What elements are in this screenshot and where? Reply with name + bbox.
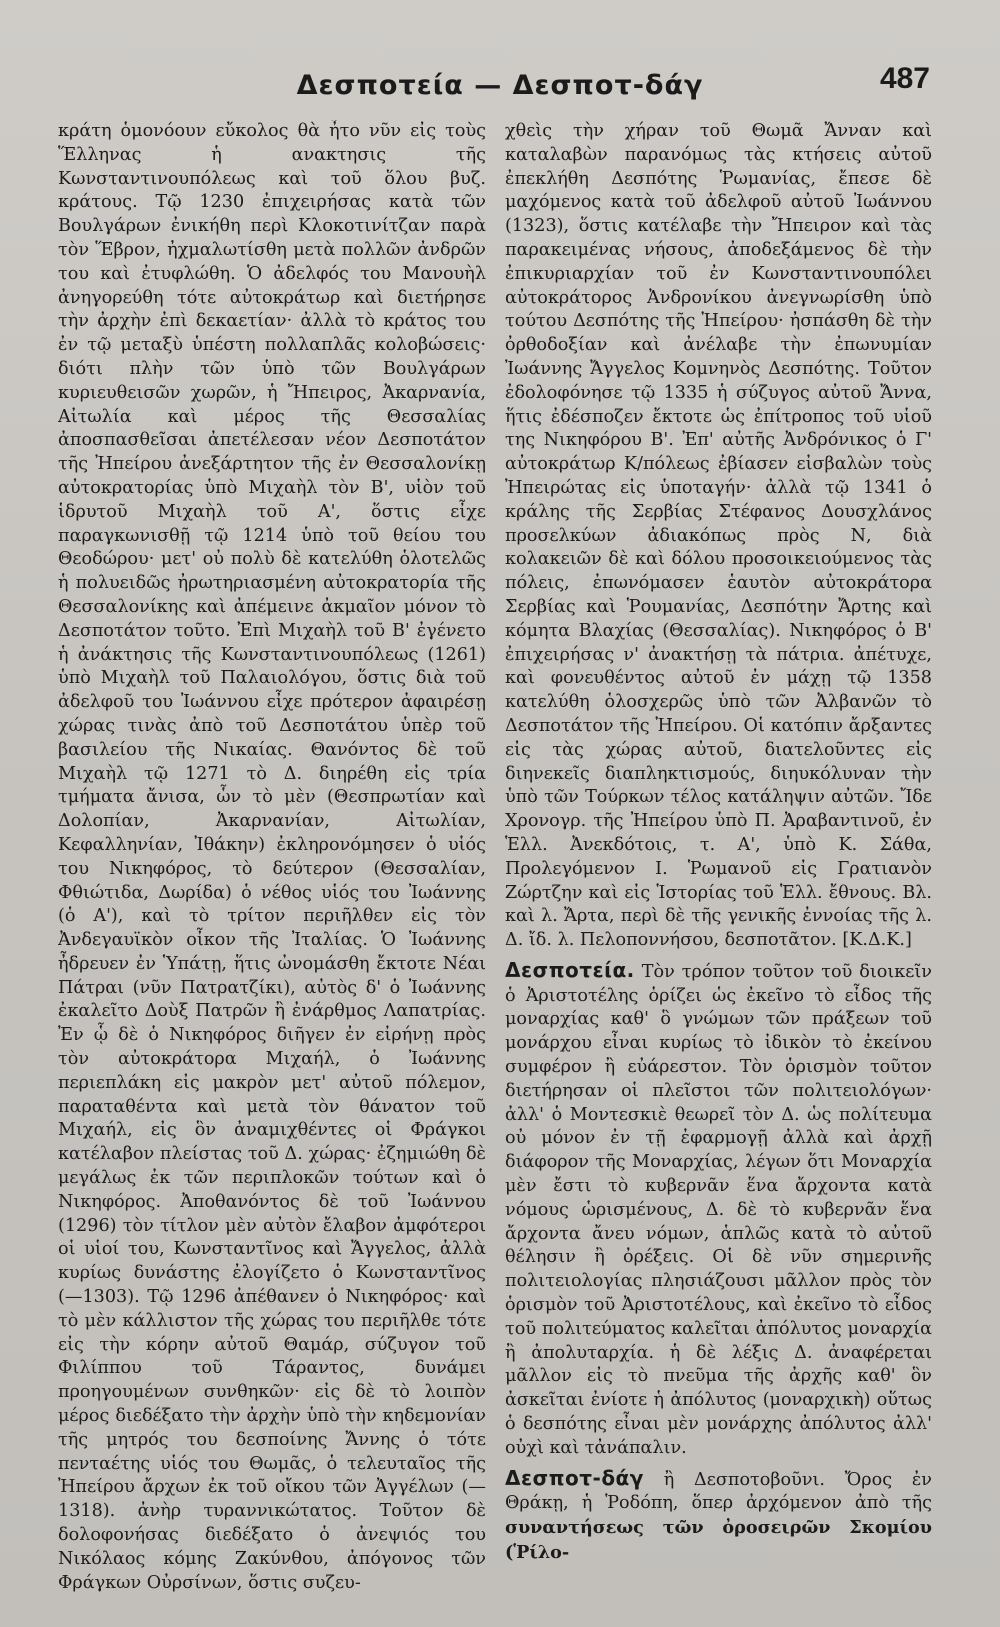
running-title: Δεσποτεία — Δεσποτ-δάγ xyxy=(296,70,704,101)
page-header xyxy=(0,62,1000,112)
entry-headword-despoteia: Δεσποτεία. xyxy=(505,957,635,982)
entry-text-despot-dag: ἢ Δεσποτοβοῦνι. Ὄρος ἐν Θράκῃ, ἡ Ῥοδόπη, ὅπερ ἀρχόμενον ἀπὸ τῆς xyxy=(505,1469,932,1514)
entry-bold-tail: συναντήσεως τῶν ὀροσειρῶν Σκομίου (Ῥίλο- xyxy=(505,1517,932,1564)
right-column xyxy=(505,120,932,1610)
left-column xyxy=(58,120,486,1610)
entry-despoteia xyxy=(505,959,932,1461)
page-number: 487 xyxy=(879,62,930,95)
entry-despot-dag xyxy=(505,1467,932,1566)
right-column-text: χθεὶς τὴν χήραν τοῦ Θωμᾶ Ἄνναν καὶ καταλαβὼν παρανόμως τὰς κτήσεις αὐτοῦ ἐπεκλήθη Δεσπότης Ῥωμανίας, ἔπεσε δὲ μαχόμενος κατὰ τοῦ ἀδελφοῦ αὐτοῦ Ἰωάννου (1323), ὅστις κατέλαβε τὴν Ἤπειρον καὶ τὰς παρακειμένας νήσους, ἀποδεξάμενος δὲ τὴν ἐπικυριαρχίαν τοῦ ἐν Κωνσταντινουπόλει αὐτοκράτορος Ἀνδρονίκου ἀνεγνωρίσθη ὑπὸ τούτου Δεσπότης τῆς Ἠπείρου· ἠσπάσθη δὲ τὴν ὀρθοδοξίαν καὶ ἀνέλαβε τὴν ἐπωνυμίαν Ἰωάννης Ἄγγελος Κομνηνὸς Δεσπότης. Τοῦτον ἐδολοφόνησε τῷ 1335 ἡ σύζυγος αὐτοῦ Ἄννα, ἥτις ἐδέσποζεν ἔκτοτε ὡς ἐπίτροπος τοῦ υἱοῦ της Νικηφόρου Β'. Ἐπ' αὐτῆς Ἀνδρόνικος ὁ Γ' αὐτοκράτωρ Κ/πόλεως ἐβίασεν εἰσβαλὼν τοὺς Ἠπειρώτας εἰς ὑποταγήν· ἀλλὰ τῷ 1341 ὁ κράλης τῆς Σερβίας Στέφανος Δουσχλάνος προσελκύων ἀδιακόπως πρὸς Ν, διὰ κολακειῶν δὲ καὶ δόλου προσοικειούμενος τὰς πόλεις, ἐπωνόμασεν ἑαυτὸν αὐτοκράτορα Σερβίας καὶ Ῥουμανίας, Δεσπότην Ἄρτης καὶ κόμητα Βλαχίας (Θεσσαλίας). Νικηφόρος ὁ Β' ἐπιχειρήσας ν' ἀνακτήσῃ τὰ πάτρια. ἀπέτυχε, καὶ φονευθέντος αὐτοῦ ἐν μάχῃ τῷ 1358 κατελύθη ὁλοσχερῶς ὑπὸ τῶν Ἀλβανῶν τὸ Δεσποτάτον τῆς Ἠπείρου. Οἱ κατόπιν ἄρξαντες εἰς τὰς χώρας αὐτοῦ, διατελοῦντες εἰς διηνεκεῖς διαπληκτισμούς, διηυκόλυναν τὴν ὑπὸ τῶν Τούρκων τέλος κατάληψιν αὐτῶν. Ἴδε Χρονογρ. τῆς Ἠπείρου ὑπὸ Π. Ἀραβαντινοῦ, ἐν Ἑλλ. Ἀνεκδότοις, τ. Α', ὑπὸ Κ. Σάθα, Προλεγόμενον Ι. Ῥωμανοῦ εἰς Γρατιανὸν Ζώρτζην καὶ εἰς Ἱστορίας τοῦ Ἑλλ. ἔθνους. Βλ. καὶ λ. Ἄρτα, περὶ δὲ τῆς γενικῆς ἐννοίας τῆς λ. Δ. ἴδ. λ. Πελοποννήσου, δεσποτᾶτον. [Κ.Δ.Κ.] xyxy=(505,121,932,951)
entry-text-despoteia: Τὸν τρόπον τοῦτον τοῦ διοικεῖν ὁ Ἀριστοτέλης ὁρίζει ὡς ἐκεῖνο τὸ εἶδος τῆς μοναρχίας καθ' ὃ γνώμων τῶν πράξεων τοῦ μονάρχου εἶναι κυρίως τὸ ἰδικὸν τὸ ἐκείνου συμφέρον ἢ εὐάρεστον. Τὸν ὁρισμὸν τοῦτον διετήρησαν οἱ πλεῖστοι τῶν πολιτειολόγων· ἀλλ' ὁ Μοντεσκιὲ θεωρεῖ τὸν Δ. ὡς πολίτευμα οὐ μόνον ἐν τῇ ἐφαρμογῇ ἀλλὰ καὶ ἀρχῇ διάφορον τῆς Μοναρχίας, λέγων ὅτι Μοναρχία μὲν ἔστι τὸ κυβερνᾶν ἕνα ἄρχοντα κατὰ νόμους ὡρισμένους, Δ. δὲ τὸ κυβερνᾶν ἕνα ἄρχοντα ἄνευ νόμων, ἁπλῶς κατὰ τὸ αὐτοῦ θέλησιν ἢ ὀρέξεις. Οἱ δὲ νῦν σημερινῆς πολιτειολογίας πλησιάζουσι μᾶλλον πρὸς τὸν ὁρισμὸν τοῦ Ἀριστοτέλους, καὶ ἐκεῖνο τὸ εἶδος τοῦ πολιτεύματος καλεῖται ἀπόλυτος μοναρχία ἢ ἀπολυταρχία. ἡ δὲ λέξις Δ. ἀναφέρεται μᾶλλον εἰς τὸ πνεῦμα τῆς ἀρχῆς καθ' ὃν ἀσκεῖται ἐνίοτε ἡ ἀπόλυτος (μοναρχικὴ) οὕτως ὁ δεσπότης εἶναι μὲν μονάρχης ἀπόλυτος ἀλλ' οὐχὶ καὶ τἀνάπαλιν. xyxy=(505,961,932,1458)
left-column-text: κράτη ὁμονόουν εὔκολος θὰ ἦτο νῦν εἰς τοὺς Ἕλληνας ἡ ανακτησις τῆς Κωνσταντινουπόλεως καὶ τοῦ ὅλου βυζ. κράτους. Τῷ 1230 ἐπιχειρήσας κατὰ τῶν Βουλγάρων ἐνικήθη περὶ Κλοκοτινίτζαν παρὰ τὸν Ἕβρον, ἠχμαλωτίσθη μετὰ πολλῶν ἀνδρῶν του καὶ ἐτυφλώθη. Ὁ ἀδελφός του Μανουὴλ ἀνηγορεύθη τότε αὐτοκράτωρ καὶ διετήρησε τὴν ἀρχὴν ἐπὶ δεκαετίαν· ἀλλὰ τὸ κράτος του ἐν τῷ μεταξὺ ὑπέστη πολλαπλᾶς κολοβώσεις· διότι πλὴν τῶν ὑπὸ τῶν Βουλγάρων κυριευθεισῶν χωρῶν, ἡ Ἤπειρος, Ἀκαρνανία, Αἰτωλία καὶ μέρος τῆς Θεσσαλίας ἀποσπασθεῖσαι ἀπετέλεσαν νέον Δεσποτάτον τῆς Ἠπείρου ἀνεξάρτητον τῆς ἐν Θεσσαλονίκῃ αὐτοκρατορίας ὑπὸ Μιχαὴλ τὸν Β', υἱὸν τοῦ ἱδρυτοῦ Μιχαὴλ τοῦ Α', ὅστις εἶχε παραγκωνισθῇ τῷ 1214 ὑπὸ τοῦ θείου του Θεοδώρου· μετ' οὐ πολὺ δὲ κατελύθη ὁλοτελῶς ἡ πολυειδῶς ἠρωτηριασμένη αὐτοκρατορία τῆς Θεσσαλονίκης καὶ ἀπέμεινε ἀκμαῖον μόνον τὸ Δεσποτάτον τοῦτο. Ἐπὶ Μιχαὴλ τοῦ Β' ἐγένετο ἡ ἀνάκτησις τῆς Κωνσταντινουπόλεως (1261) ὑπὸ Μιχαὴλ τοῦ Παλαιολόγου, ὅστις διὰ τοῦ ἀδελφοῦ του Ἰωάννου εἶχε πρότερον ἀφαιρέσῃ χώρας τινὰς ἀπὸ τοῦ Δεσποτάτου ὑπὲρ τοῦ βασιλείου τῆς Νικαίας. Θανόντος δὲ τοῦ Μιχαὴλ τῷ 1271 τὸ Δ. διηρέθη εἰς τρία τμήματα ἄνισα, ὧν τὸ μὲν (Θεσπρωτίαν καὶ Δολοπίαν, Ἀκαρνανίαν, Αἰτωλίαν, Κεφαλληνίαν, Ἰθάκην) ἐκληρονόμησεν ὁ υἱός του Νικηφόρος, τὸ δεύτερον (Θεσσαλίαν, Φθιώτιδα, Δωρίδα) ὁ νέθος υἱός του Ἰωάννης (ὁ Α'), καὶ τὸ τρίτον περιῆλθεν εἰς τὸν Ἀνδεγαυϊκὸν οἶκον τῆς Ἰταλίας. Ὁ Ἰωάννης ἦδρευεν ἐν Ὑπάτῃ, ἥτις ὠνομάσθη ἔκτοτε Νέαι Πάτραι (νῦν Πατρατζίκι), αὐτὸς δ' ὁ Ἰωάννης ἐκαλεῖτο Δοὺξ Πατρῶν ἢ ἐνάρθμος Λαπατρίας. Ἐν ᾧ δὲ ὁ Νικηφόρος διῆγεν ἐν εἰρήνῃ πρὸς τὸν αὐτοκράτορα Μιχαήλ, ὁ Ἰωάννης περιεπλάκη εἰς μακρὸν μετ' αὐτοῦ πόλεμον, παραταθέντα καὶ μετὰ τὸν θάνατον τοῦ Μιχαήλ, εἰς ὃν ἀναμιχθέντες οἱ Φράγκοι κατέλαβον πλείστας τοῦ Δ. χώρας· ἐζημιώθη δὲ μεγάλως ἐκ τῶν περιπλοκῶν τούτων καὶ ὁ Νικηφόρος. Ἀποθανόντος δὲ τοῦ Ἰωάννου (1296) τὸν τίτλον μὲν αὐτὸν ἔλαβον ἀμφότεροι οἱ υἱοί του, Κωνσταντῖνος καὶ Ἄγγελος, ἀλλὰ κυρίως δυνάστης ἐλογίζετο ὁ Κωνσταντῖνος (—1303). Τῷ 1296 ἀπέθανεν ὁ Νικηφόρος· καὶ τὸ μὲν κάλλιστον τῆς χώρας του περιῆλθε τότε εἰς τὴν κόρην αὐτοῦ Θαμάρ, σύζυγον τοῦ Φιλίππου τοῦ Τάραντος, δυνάμει προηγουμένων συνθηκῶν· εἰς δὲ τὸ λοιπὸν μέρος διεδέξατο τὴν ἀρχὴν ὑπὸ τὴν κηδεμονίαν τῆς μητρός του δεσποίνης Ἄννης ὁ τότε πενταέτης υἱός του Θωμᾶς, ὁ τελευταῖος τῆς Ἠπείρου ἄρχων ἐκ τοῦ οἴκου τῶν Ἀγγέλων (—1318). ἀνὴρ τυραννικώτατος. Τοῦτον δὲ δολοφονήσας διεδέξατο ὁ ἀνεψιός του Νικόλαος κόμης Ζακύνθου, ἀπόγονος τῶν Φράγκων Οὐρσίνων, ὅστις συζευ- xyxy=(58,121,486,1593)
entry-headword-despot-dag: Δεσποτ-δάγ xyxy=(505,1465,644,1490)
